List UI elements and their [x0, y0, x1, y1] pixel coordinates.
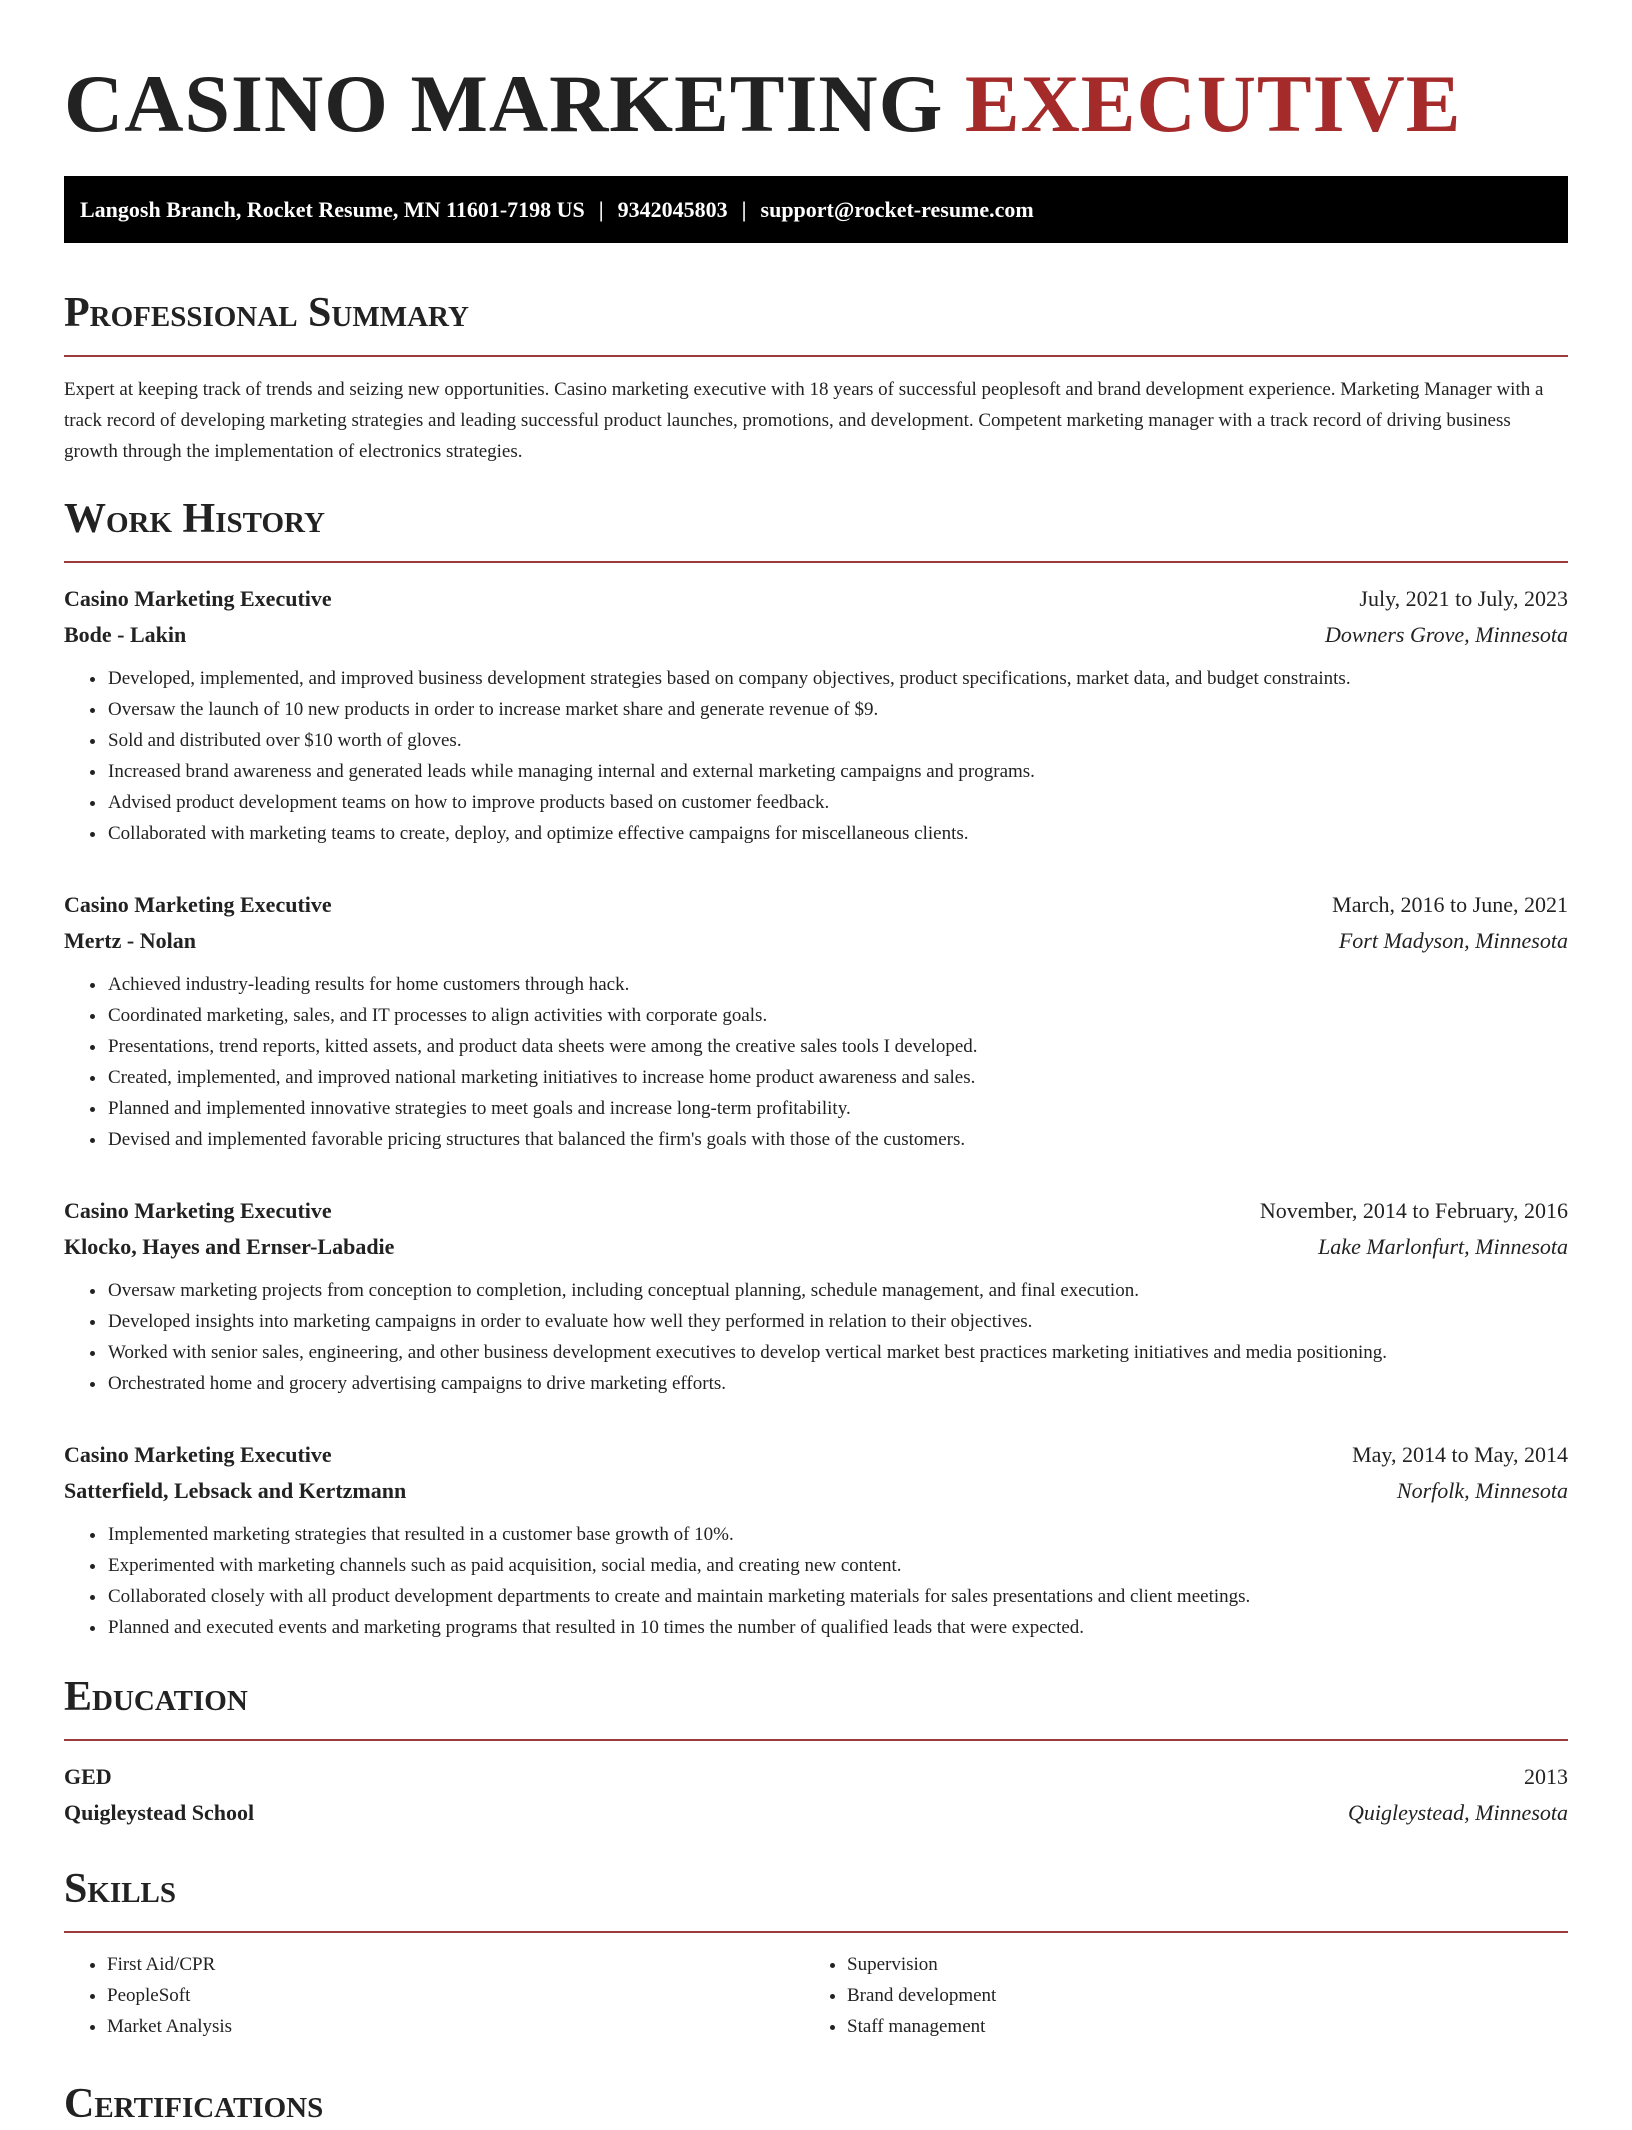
section-title-skills: Skills [64, 1866, 177, 1912]
contact-address: Langosh Branch, Rocket Resume, MN 11601-7198 US [80, 196, 585, 222]
job-title: Casino Marketing Executive [64, 1442, 332, 1467]
job-entry [64, 581, 1568, 849]
job-entry [64, 887, 1568, 1155]
contact-email[interactable]: support@rocket-resume.com [760, 196, 1034, 222]
job-bullet: • Experimented with marketing channels such as paid acquisition, social media, and creating new content. [107, 1550, 1568, 1581]
job-bullet: • Developed insights into marketing campaigns in order to evaluate how well they performed in relation to their objectives. [107, 1306, 1568, 1337]
education-school-row [64, 1795, 1568, 1831]
education-location: Quigleystead, Minnesota [1348, 1800, 1568, 1825]
job-bullet: • Sold and distributed over $10 worth of gloves. [107, 725, 1568, 756]
section-divider [64, 355, 1568, 357]
skill-item: • Market Analysis [107, 2011, 804, 2042]
job-company-row [64, 1473, 1568, 1509]
education-year: 2013 [1524, 1764, 1568, 1789]
job-company: Satterfield, Lebsack and Kertzmann [64, 1478, 407, 1503]
contact-separator: | [598, 196, 604, 222]
job-dates: July, 2021 to July, 2023 [1359, 586, 1568, 611]
contact-separator: | [741, 196, 747, 222]
section-title-work-history: Work History [64, 496, 325, 542]
job-header-row [64, 581, 1568, 617]
job-company: Bode - Lakin [64, 622, 187, 647]
job-bullet: • Planned and executed events and marketing programs that resulted in 10 times the number of qualified leads that were expected. [107, 1612, 1568, 1643]
education-degree: GED [64, 1764, 112, 1789]
skill-item: • PeopleSoft [107, 1980, 804, 2011]
job-title: Casino Marketing Executive [64, 1198, 332, 1223]
job-company: Mertz - Nolan [64, 928, 196, 953]
education-entry [64, 1759, 1568, 1831]
job-bullet: • Devised and implemented favorable pricing structures that balanced the firm's goals with those of the customers. [107, 1124, 1568, 1155]
skills-grid [64, 1949, 1568, 2042]
job-entry [64, 1193, 1568, 1399]
resume-content [64, 0, 1568, 2130]
job-location: Lake Marlonfurt, Minnesota [1318, 1234, 1568, 1259]
job-header-row [64, 1437, 1568, 1473]
job-bullets [64, 1275, 1568, 1399]
section-divider [64, 1739, 1568, 1741]
summary-text: Expert at keeping track of trends and seizing new opportunities. Casino marketing executive with 18 years of successful peoplesoft and brand development experience. Marketing Manager with a track record of developing marketing strategies and leading successful product launches, promotions, and development. Competent marketing manager with a track record of driving business growth through the implementation of electronics strategies. [64, 379, 1544, 462]
job-header-row [64, 887, 1568, 923]
job-bullet: • Increased brand awareness and generated leads while managing internal and external marketing campaigns and programs. [107, 756, 1568, 787]
job-bullet: • Worked with senior sales, engineering, and other business development executives to develop vertical market best practices marketing initiatives and media positioning. [107, 1337, 1568, 1368]
job-bullet: • Developed, implemented, and improved business development strategies based on company objectives, product specifications, market data, and budget constraints. [107, 663, 1568, 694]
job-header-row [64, 1193, 1568, 1229]
job-dates: November, 2014 to February, 2016 [1259, 1198, 1568, 1223]
job-bullet: • Orchestrated home and grocery advertising campaigns to drive marketing efforts. [107, 1368, 1568, 1399]
section-title-summary: Professional Summary [64, 290, 469, 336]
job-bullet: • Oversaw the launch of 10 new products in order to increase market share and generate revenue of $9. [107, 694, 1568, 725]
job-location: Fort Madyson, Minnesota [1338, 928, 1568, 953]
education-school: Quigleystead School [64, 1800, 255, 1825]
job-location: Downers Grove, Minnesota [1325, 622, 1568, 647]
job-bullet: • Planned and implemented innovative strategies to meet goals and increase long-term profitability. [107, 1093, 1568, 1124]
job-bullet: • Oversaw marketing projects from conception to completion, including conceptual planning, schedule management, and final execution. [107, 1275, 1568, 1306]
skill-item: • Brand development [847, 1980, 1544, 2011]
job-bullets [64, 1519, 1568, 1643]
job-company: Klocko, Hayes and Ernser-Labadie [64, 1234, 395, 1259]
job-dates: May, 2014 to May, 2014 [1352, 1442, 1568, 1467]
name-main: CASINO MARKETING [64, 58, 944, 149]
section-title-certifications: Certifications [64, 2081, 324, 2127]
job-bullet: • Advised product development teams on how to improve products based on customer feedback. [107, 787, 1568, 818]
job-location: Norfolk, Minnesota [1396, 1478, 1568, 1503]
job-bullet: • Created, implemented, and improved national marketing initiatives to increase home product awareness and sales. [107, 1062, 1568, 1093]
job-bullets [64, 663, 1568, 849]
section-title-education: Education [64, 1674, 248, 1720]
job-bullets [64, 969, 1568, 1155]
skill-item: • First Aid/CPR [107, 1949, 804, 1980]
skills-column-left [64, 1949, 804, 2042]
job-bullet: • Presentations, trend reports, kitted assets, and product data sheets were among the creative sales tools I developed. [107, 1031, 1568, 1062]
job-bullet: • Achieved industry-leading results for home customers through hack. [107, 969, 1568, 1000]
education-degree-row [64, 1759, 1568, 1795]
skills-column-right [804, 1949, 1544, 2042]
skill-item: • Staff management [847, 2011, 1544, 2042]
name-accent: EXECUTIVE [964, 58, 1462, 149]
job-bullet: • Collaborated closely with all product development departments to create and maintain marketing materials for sales presentations and client meetings. [107, 1581, 1568, 1612]
contact-bar [64, 176, 1568, 243]
skill-item: • Supervision [847, 1949, 1544, 1980]
job-dates: March, 2016 to June, 2021 [1332, 892, 1568, 917]
job-company-row [64, 1229, 1568, 1265]
contact-phone: 9342045803 [617, 196, 728, 222]
job-company-row [64, 617, 1568, 653]
job-bullet: • Collaborated with marketing teams to create, deploy, and optimize effective campaigns for miscellaneous clients. [107, 818, 1568, 849]
job-bullet: • Coordinated marketing, sales, and IT processes to align activities with corporate goals. [107, 1000, 1568, 1031]
resume-name [64, 0, 1568, 152]
section-divider [64, 1931, 1568, 1933]
job-title: Casino Marketing Executive [64, 586, 332, 611]
job-bullet: • Implemented marketing strategies that resulted in a customer base growth of 10%. [107, 1519, 1568, 1550]
job-entry [64, 1437, 1568, 1643]
section-divider [64, 561, 1568, 563]
job-company-row [64, 923, 1568, 959]
job-title: Casino Marketing Executive [64, 892, 332, 917]
